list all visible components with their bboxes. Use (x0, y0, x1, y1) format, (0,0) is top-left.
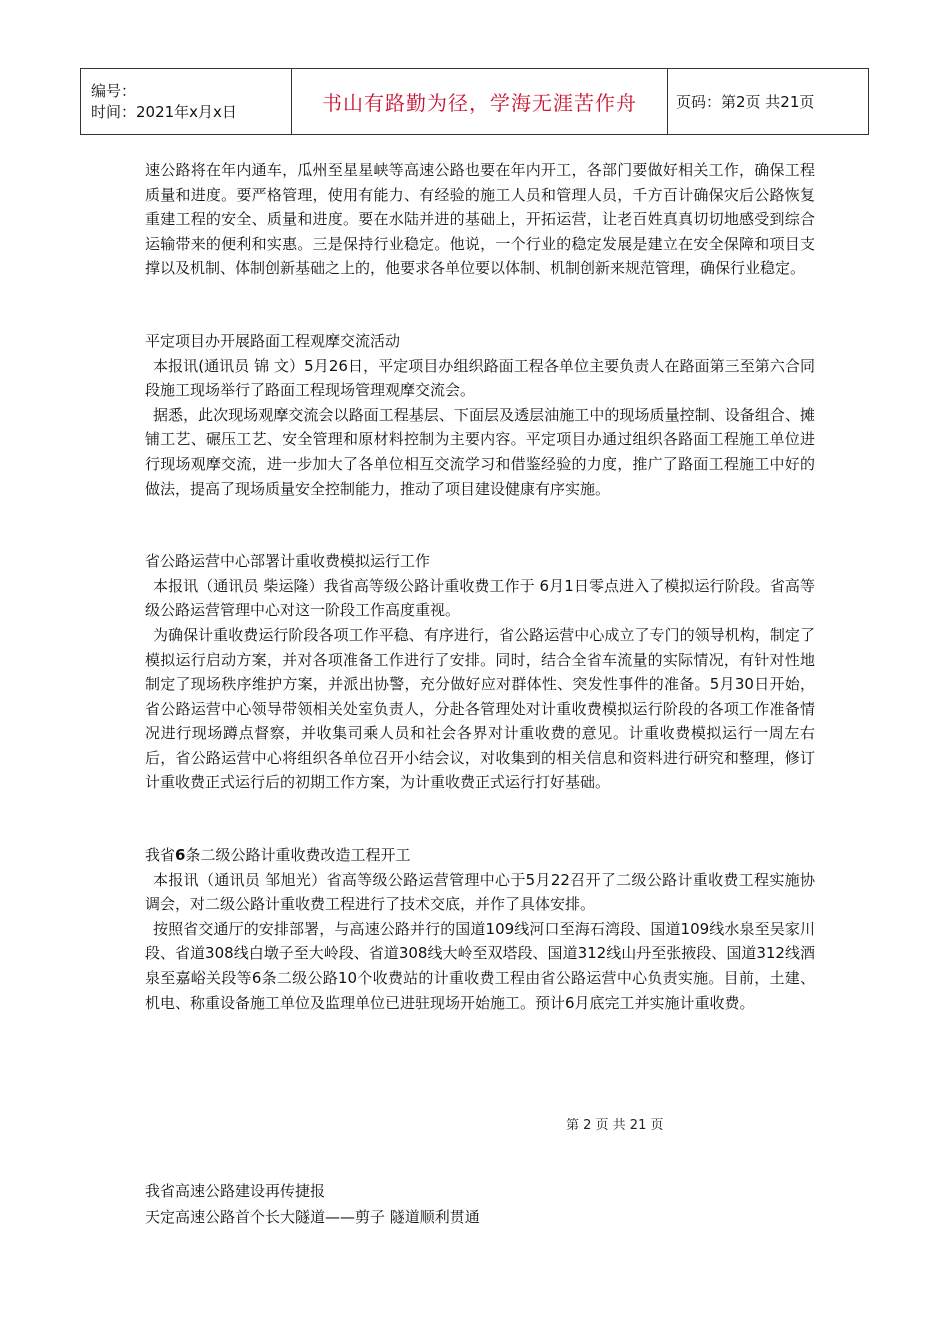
document-header (80, 68, 869, 135)
document-body (145, 158, 815, 1015)
header-meta-cell (81, 69, 292, 135)
title-suffix: 条二级公路计重收费改造工程开工 (185, 846, 411, 865)
tail-subheading: 天定高速公路首个长大隧道——剪子 隧道顺利贯通 (145, 1208, 480, 1226)
header-page-label: 页码：第2页 共21页 (668, 69, 869, 135)
document-number-label: 编号： (91, 81, 137, 100)
article-title-weight-toll: 省公路运营中心部署计重收费模拟运行工作 (145, 552, 431, 571)
document-time-label: 时间：2021年x月x日 (91, 102, 237, 121)
article-paragraph: 本报讯（通讯员 柴运隆）我省高等级公路计重收费工作于 6月1日零点进入了模拟运行阶段。省高等级公路运营管理中心对这一阶段工作高度重视。 (145, 576, 815, 620)
article-paragraph: 本报讯(通讯员 锦 文）5月26日，平定项目办组织路面工程各单位主要负责人在路面第三至第六合同段施工现场举行了路面工程现场管理观摩交流会。 (145, 356, 815, 400)
article-paragraph: 按照省交通厅的安排部署，与高速公路并行的国道109线河口至海石湾段、国道109线水泉至吴家川段、省道308线白墩子至大岭段、省道308线大岭至双塔段、国道312线山丹至张掖段、国道312线酒泉至嘉峪关段等6条二级公路10个收费站的计重收费工程由省公路运营中心负责实施。目前，土建、机电、称重设备施工单位及监理单位已进驻现场开始施工。预计6月底完工并实施计重收费。 (145, 919, 815, 1012)
article-title-pingding: 平定项目办开展路面工程观摩交流活动 (145, 331, 401, 350)
header-motto: 书山有路勤为径，学海无涯苦作舟 (292, 69, 668, 135)
article-paragraph: 为确保计重收费运行阶段各项工作平稳、有序进行，省公路运营中心成立了专门的领导机构，制定了模拟运行启动方案，并对各项准备工作进行了安排。同时，结合全省车流量的实际情况，有针对性地制定了现场秩序维护方案，并派出协警，充分做好应对群体性、突发性事件的准备。5月30日开始，省公路运营中心领导带领相关处室负责人，分赴各管理处对计重收费模拟运行阶段的各项工作准备情况进行现场蹲点督察，并收集司乘人员和社会各界对计重收费的意见。计重收费模拟运行一周左右后，省公路运营中心将组织各单位召开小结会议，对收集到的相关信息和资料进行研究和整理，修订计重收费正式运行后的初期工作方案，为计重收费正式运行打好基础。 (145, 625, 815, 792)
tail-section (145, 1178, 815, 1230)
article-paragraph: 据悉，此次现场观摩交流会以路面工程基层、下面层及透层油施工中的现场质量控制、设备组合、摊铺工艺、碾压工艺、安全管理和原材料控制为主要内容。平定项目办通过组织各路面工程施工单位进行现场观摩交流，进一步加大了各单位相互交流学习和借鉴经验的力度，推广了路面工程施工中好的做法，提高了现场质量安全控制能力，推动了项目建设健康有序实施。 (145, 405, 815, 498)
article-paragraph: 本报讯（通讯员 邹旭光）省高等级公路运营管理中心于5月22召开了二级公路计重收费工程实施协调会，对二级公路计重收费工程进行了技术交底，并作了具体安排。 (145, 870, 815, 914)
article-title-secondary-roads (145, 843, 815, 868)
page-footer: 第 2 页 共 21 页 (566, 1118, 664, 1133)
title-prefix: 我省 (145, 846, 176, 865)
title-number: 6 (175, 846, 186, 865)
tail-heading: 我省高速公路建设再传捷报 (145, 1182, 326, 1200)
intro-paragraph: 速公路将在年内通车，瓜州至星星峡等高速公路也要在年内开工，各部门要做好相关工作，确保工程质量和进度。要严格管理，使用有能力、有经验的施工人员和管理人员，千方百计确保灾后公路恢复重建工程的安全、质量和进度。要在水陆并进的基础上，开拓运营，让老百姓真真切切地感受到综合运输带来的便利和实惠。三是保持行业稳定。他说，一个行业的稳定发展是建立在安全保障和项目支撑以及机制、体制创新基础之上的，他要求各单位要以体制、机制创新来规范管理，确保行业稳定。 (145, 161, 815, 278)
